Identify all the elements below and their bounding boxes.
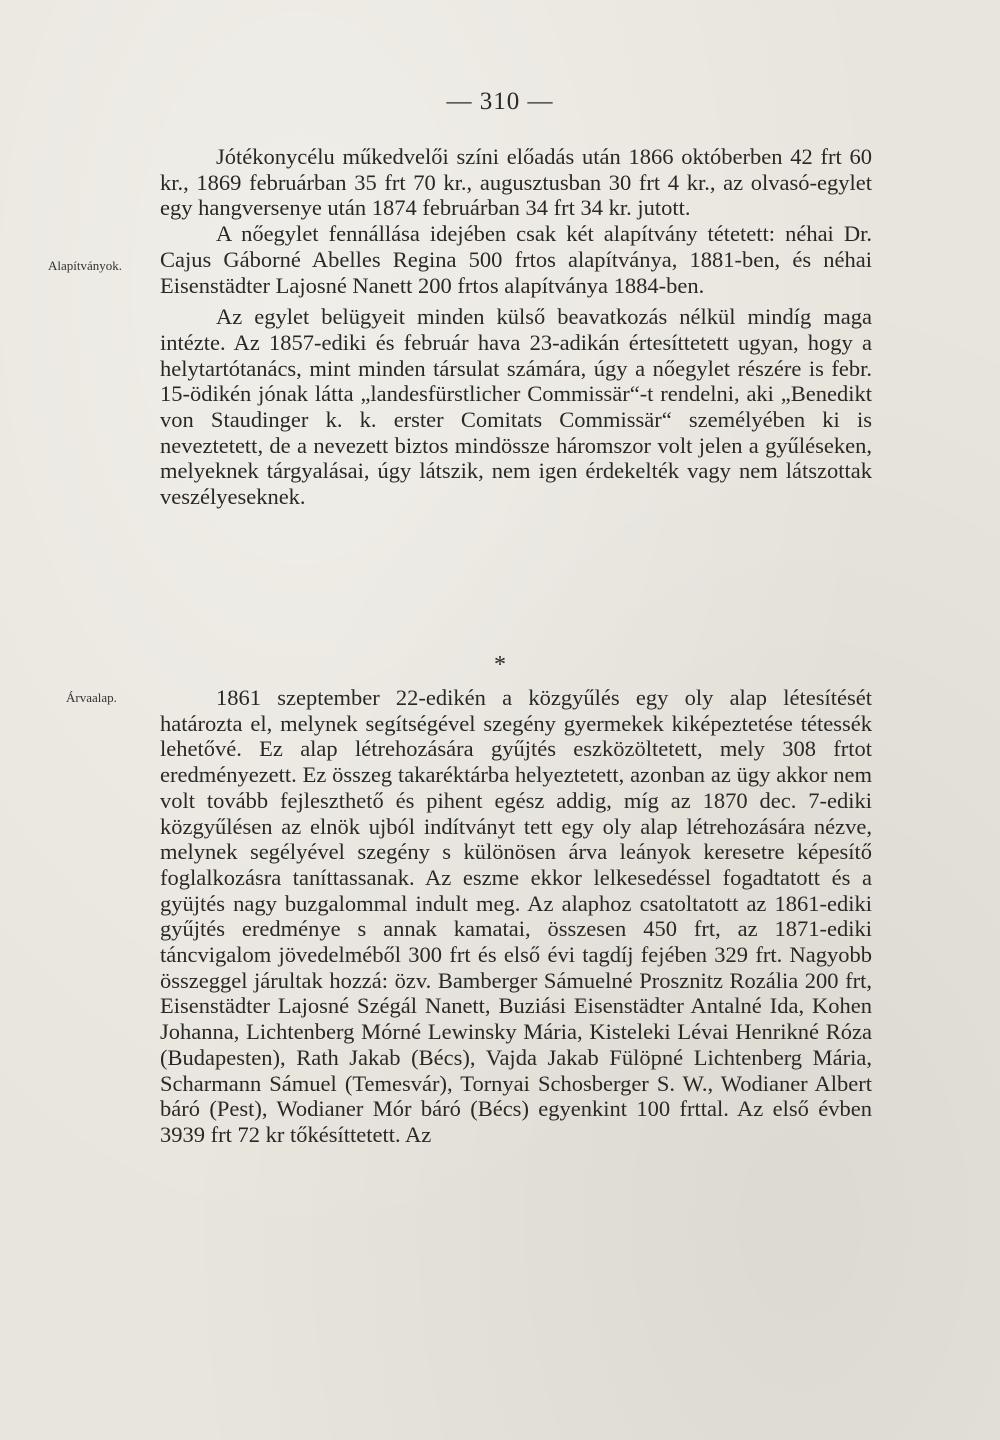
- paragraph-donations: Jótékonycélu műkedvelői színi előadás után 1866 októberben 42 frt 60 kr., 1869 februárban 35 frt 70 kr., augusztusban 30 frt 4 kr., az olvasó-egylet egy hangversenye után 1874 februárban 34 frt 34 kr. jutott.: [160, 144, 872, 221]
- section-separator: *: [494, 652, 506, 678]
- paragraph-foundations: A nőegylet fennállása idejében csak két alapítvány tétetett: néhai Dr. Cajus Gáborné Abelles Regina 500 frtos alapítványa, 1881-ben, és néhai Eisenstädter Lajosné Nanett 200 frtos alapítványa 1884-ben.: [160, 221, 872, 298]
- paragraph-orphan-fund: 1861 szeptember 22-edikén a közgyűlés egy oly alap létesítését határozta el, melynek segítségével szegény gyermekek kiképeztetése tétessék lehetővé. Ez alap létrehozására gyűjtés eszközöltetett, mely 308 frtot eredményezett. Ez összeg takaréktárba helyeztetett, azonban az ügy akkor nem volt tovább fejleszthető és pihent egész addig, míg az 1870 dec. 7-ediki közgyűlésen az elnök ujból indítványt tett egy oly alap létrehozására nézve, melynek segélyével szegény s különösen árva leányok keresetre képesítő foglalkozásra taníttassanak. Az eszme ekkor lelkesedéssel fogadtatott és a gyüjtés nagy buzgalommal indult meg. Az alaphoz csatoltatott az 1861-ediki gyűjtés eredménye s annak kamatai, összesen 450 frt, az 1871-ediki táncvigalom jövedelméből 300 frt és első évi tagdíj fejében 329 frt. Nagyobb összeggel járultak hozzá: özv. Bamberger Sámuelné Prosznitz Rozália 200 frt, Eisenstädter Lajosné Szégál Nanett, Buziási Eisenstädter Antalné Ida, Kohen Johanna, Lichtenberg Mórné Lewinsky Mária, Kisteleki Lévai Henrikné Róza (Budapesten), Rath Jakab (Bécs), Vajda Jakab Fülöpné Lichtenberg Mária, Scharmann Sámuel (Temesvár), Tornyai Schosberger S. W., Wodianer Albert báró (Pest), Wodianer Mór báró (Bécs) egyenkint 100 frttal. Az első évben 3939 frt 72 kr tőkésíttetett. Az: [160, 685, 872, 1147]
- lower-text-block: [160, 685, 872, 1148]
- paragraph-internal-affairs: Az egylet belügyeit minden külső beavatkozás nélkül mindíg maga intézte. Az 1857-ediki és február hava 23-adikán értesíttetett ugyan, hogy a helytartótanács, mint minden társulat számára, úgy a nőegylet részére is febr. 15-ödikén jónak látta „landesfürstlicher Commissär“-t rendelni, aki „Benedikt von Staudinger k. k. erster Comitats Commissär“ személyében ki is neveztetett, de a nevezett biztos mindössze háromszor volt jelen a gyűléseken, melyeknek tárgyalásai, úgy látszik, nem igen érdekelték vagy nem látszottak veszélyeseknek.: [160, 304, 872, 510]
- margin-note-alapitvanyok: Alapítványok.: [48, 258, 123, 273]
- upper-text-block: [160, 144, 872, 510]
- page-number: — 310 —: [446, 88, 554, 115]
- margin-note-arvaalap: Árvaalap.: [66, 690, 117, 705]
